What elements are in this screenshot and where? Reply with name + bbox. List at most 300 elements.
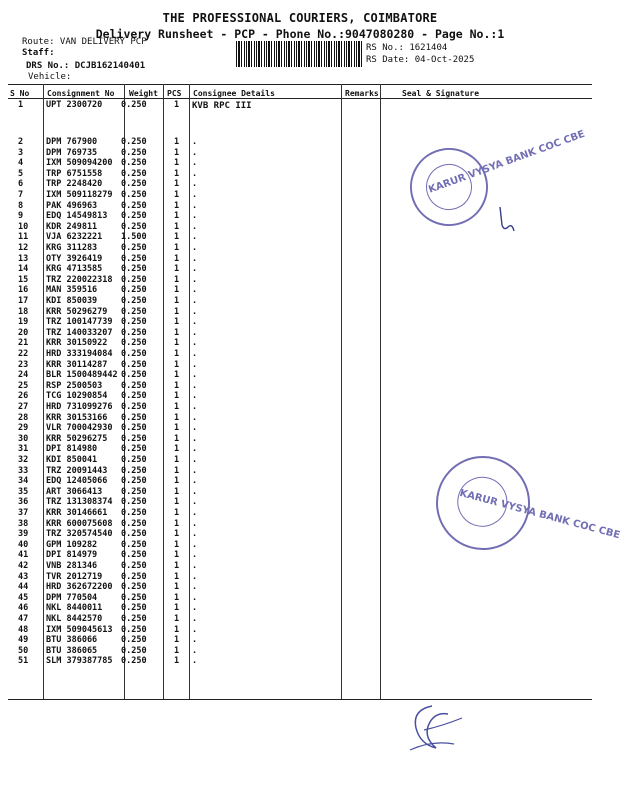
row-consignee-dot: . [192, 592, 198, 603]
row-weight: 0.250 [121, 243, 147, 253]
row-consignment: TVR 2012719 [46, 571, 103, 582]
row-weight: 0.250 [121, 624, 147, 635]
row-sno: 17 [18, 296, 29, 306]
row-consignment: IXM 509045613 [46, 624, 113, 635]
row-consignee-dot: . [192, 529, 198, 540]
row-consignment: VLR 700042930 [46, 423, 113, 434]
row-consignment: IXM 509094200 [46, 158, 113, 169]
row-consignee-dot: . [192, 179, 198, 190]
row-weight: 0.250 [121, 561, 147, 571]
row-pcs: 1 [174, 349, 180, 359]
row-pcs: 1 [174, 317, 180, 328]
row-weight: 0.250 [121, 476, 147, 487]
row-weight: 0.250 [121, 349, 147, 359]
row-consignment: KDR 249811 [46, 221, 98, 232]
row-consignee-dot: . [192, 370, 198, 381]
table-row [0, 275, 600, 286]
row-consignee-dot: . [192, 550, 198, 561]
row-weight: 0.250 [121, 465, 147, 476]
row-sno: 18 [18, 306, 29, 317]
row-pcs: 1 [174, 221, 180, 232]
row-consignee-dot: . [192, 423, 198, 434]
row-weight: 0.250 [121, 338, 147, 349]
row-consignment: TRP 6751558 [46, 168, 103, 179]
row-pcs: 1 [174, 518, 180, 529]
table-row [0, 582, 600, 593]
row-sno: 45 [18, 592, 29, 603]
row-sno: 16 [18, 285, 29, 296]
row-weight: 0.250 [121, 592, 147, 603]
row-weight: 0.250 [121, 317, 147, 328]
row-consignee-dot: . [192, 200, 198, 211]
row-consignment: KRR 30114287 [46, 359, 108, 370]
row-consignment: DPI 814979 [46, 550, 98, 561]
row-consignment: TRZ 100147739 [46, 317, 113, 328]
row-sno: 30 [18, 433, 29, 444]
row-sno: 32 [18, 455, 29, 465]
row-consignment: SLM 379387785 [46, 656, 113, 667]
row-weight: 0.250 [121, 158, 147, 169]
row-weight: 0.250 [121, 200, 147, 211]
row-consignee-dot: . [192, 624, 198, 635]
row-sno: 13 [18, 253, 29, 264]
row-consignment: NKL 8442570 [46, 614, 103, 624]
row-pcs: 1 [174, 550, 180, 561]
row-sno: 21 [18, 338, 29, 349]
row-pcs: 1 [174, 444, 180, 455]
table-row [0, 349, 600, 360]
row-consignee-dot: . [192, 645, 198, 656]
row-consignee-dot: . [192, 232, 198, 243]
signature-mark [496, 205, 518, 235]
runsheet-subtitle: Delivery Runsheet - PCP - Phone No.:9047080280 - Page No.:1 [95, 27, 505, 41]
table-row [0, 593, 600, 604]
row-consignee-dot: . [192, 444, 198, 455]
row-consignment: DPM 770504 [46, 592, 98, 603]
signature [402, 700, 472, 756]
row-sno: 42 [18, 561, 29, 571]
row-sno: 34 [18, 476, 29, 487]
row-consignee-dot: . [192, 571, 198, 582]
row-pcs: 1 [174, 433, 180, 444]
row-consignment: TRZ 131308374 [46, 497, 113, 508]
row-sno: 14 [18, 264, 29, 275]
row-consignment: DPM 767900 [46, 137, 98, 147]
table-row [0, 402, 600, 413]
row-consignee-dot: . [192, 317, 198, 328]
row-pcs: 1 [174, 100, 180, 110]
row-sno: 29 [18, 423, 29, 434]
row-sno: 1 [18, 100, 24, 110]
rs-number: RS No.: 1621404 [366, 43, 448, 53]
row-weight: 0.250 [121, 100, 147, 110]
row-sno: 51 [18, 656, 29, 667]
row-consignee-dot: . [192, 306, 198, 317]
row-weight: 0.250 [121, 306, 147, 317]
table-row [0, 423, 600, 434]
table-row [0, 328, 600, 339]
row-consignment: KRG 4713585 [46, 264, 103, 275]
row-sno: 8 [18, 200, 24, 211]
row-sno: 5 [18, 168, 24, 179]
row-consignee-dot: . [192, 561, 198, 571]
row-sno: 6 [18, 179, 24, 190]
table-row [0, 243, 600, 254]
drs-number: DRS No.: DCJB162140401 [26, 61, 146, 71]
row-sno: 47 [18, 614, 29, 624]
row-consignee-dot: . [192, 455, 198, 465]
table-row [0, 307, 600, 318]
row-consignment: DPI 814980 [46, 444, 98, 455]
row-weight: 0.250 [121, 402, 147, 412]
row-weight: 0.250 [121, 264, 147, 275]
table-row [0, 625, 600, 636]
row-consignee-dot: . [192, 168, 198, 179]
row-consignment: TRP 2248420 [46, 179, 103, 190]
table-row [0, 254, 600, 265]
row-weight: 0.250 [121, 253, 147, 264]
row-consignee-dot: . [192, 465, 198, 476]
col-consignment: Consignment No [47, 89, 115, 98]
row-sno: 10 [18, 221, 29, 232]
row-sno: 37 [18, 508, 29, 518]
col-weight: Weight [129, 89, 158, 98]
row-consignee-dot: . [192, 635, 198, 646]
row-consignment: VNB 281346 [46, 561, 98, 571]
table-row [0, 413, 600, 424]
row-consignee-dot: . [192, 137, 198, 147]
row-pcs: 1 [174, 179, 180, 190]
row-consignment: TRZ 220022318 [46, 274, 113, 285]
table-row [0, 391, 600, 402]
row-consignment: NKL 8440011 [46, 603, 103, 614]
row-consignee-dot: . [192, 264, 198, 275]
row-consignment: BTU 386065 [46, 645, 98, 656]
row-pcs: 1 [174, 529, 180, 540]
row-weight: 0.250 [121, 296, 147, 306]
row-weight: 0.250 [121, 190, 147, 200]
row-consignee-dot: . [192, 486, 198, 497]
row-consignee-dot: . [192, 211, 198, 222]
staff-label: Staff: [22, 48, 55, 58]
row-sno: 49 [18, 635, 29, 646]
table-row [0, 169, 600, 180]
row-sno: 15 [18, 274, 29, 285]
row-pcs: 1 [174, 455, 180, 465]
row-pcs: 1 [174, 561, 180, 571]
row-consignment: HRD 362672200 [46, 582, 113, 593]
row-weight: 0.250 [121, 518, 147, 529]
row-sno: 46 [18, 603, 29, 614]
row-weight: 0.250 [121, 645, 147, 656]
row-consignee-dot: . [192, 582, 198, 593]
rs-date: RS Date: 04-Oct-2025 [366, 55, 475, 65]
row-consignee-dot: . [192, 433, 198, 444]
row-weight: 0.250 [121, 147, 147, 158]
row-sno: 41 [18, 550, 29, 561]
row-weight: 0.250 [121, 497, 147, 508]
row-sno: 12 [18, 243, 29, 253]
row-consignee-dot: . [192, 380, 198, 391]
row-weight: 0.250 [121, 444, 147, 455]
row-sno: 43 [18, 571, 29, 582]
row-consignee-dot: . [192, 497, 198, 508]
row-pcs: 1 [174, 571, 180, 582]
row-weight: 0.250 [121, 327, 147, 338]
row-consignee-dot: . [192, 656, 198, 667]
row-weight: 0.250 [121, 380, 147, 391]
row-consignment: PAK 496963 [46, 200, 98, 211]
row-sno: 2 [18, 137, 24, 147]
row-weight: 0.250 [121, 370, 147, 381]
table-row [0, 100, 600, 111]
table-row [0, 614, 600, 625]
col-consignee: Consignee Details [193, 89, 275, 98]
row-consignment: BTU 386066 [46, 635, 98, 646]
row-consignee-dot: . [192, 518, 198, 529]
row-consignment: HRD 731099276 [46, 402, 113, 412]
table-row [0, 635, 600, 646]
row-sno: 48 [18, 624, 29, 635]
row-pcs: 1 [174, 614, 180, 624]
row-pcs: 1 [174, 359, 180, 370]
row-consignee-dot: . [192, 359, 198, 370]
table-row [0, 317, 600, 328]
row-pcs: 1 [174, 200, 180, 211]
row-weight: 0.250 [121, 221, 147, 232]
row-sno: 22 [18, 349, 29, 359]
table-row [0, 370, 600, 381]
row-weight: 0.250 [121, 529, 147, 540]
row-consignment: ART 3066413 [46, 486, 103, 497]
row-weight: 0.250 [121, 274, 147, 285]
table-row [0, 603, 600, 614]
row-weight: 0.250 [121, 539, 147, 550]
row-weight: 0.250 [121, 433, 147, 444]
row-consignment: GPM 109282 [46, 539, 98, 550]
row-consignee-dot: . [192, 253, 198, 264]
row-sno: 25 [18, 380, 29, 391]
row-sno: 20 [18, 327, 29, 338]
col-seal: Seal & Signature [402, 89, 480, 98]
row-consignment: KRR 30146661 [46, 508, 108, 518]
row-consignee-dot: . [192, 190, 198, 200]
col-remarks: Remarks [345, 89, 379, 98]
row-pcs: 1 [174, 656, 180, 667]
row-consignee-dot: . [192, 508, 198, 518]
row-pcs: 1 [174, 285, 180, 296]
row-consignee-dot: . [192, 603, 198, 614]
row-consignment: KRR 600075608 [46, 518, 113, 529]
row-consignment: RSP 2500503 [46, 380, 103, 391]
row-sno: 44 [18, 582, 29, 593]
row-consignment: MAN 359516 [46, 285, 98, 296]
row-consignee-dot: . [192, 412, 198, 423]
row-pcs: 1 [174, 380, 180, 391]
row-consignee-dot: . [192, 338, 198, 349]
table-row [0, 561, 600, 572]
row-consignment: KRR 50296275 [46, 433, 108, 444]
row-pcs: 1 [174, 423, 180, 434]
row-consignee-dot: . [192, 285, 198, 296]
row-pcs: 1 [174, 274, 180, 285]
row-consignee-dot: . [192, 243, 198, 253]
row-consignment: TRZ 140033207 [46, 327, 113, 338]
row-sno: 9 [18, 211, 24, 222]
table-row [0, 656, 600, 667]
row-pcs: 1 [174, 211, 180, 222]
row-pcs: 1 [174, 476, 180, 487]
table-bottom-rule [8, 699, 592, 700]
row-pcs: 1 [174, 370, 180, 381]
row-pcs: 1 [174, 296, 180, 306]
row-weight: 0.250 [121, 571, 147, 582]
stamp-text: KARUR VYSYA BANK COC CBE [427, 128, 587, 196]
table-row [0, 264, 600, 275]
row-sno: 7 [18, 190, 24, 200]
table-row [0, 434, 600, 445]
row-weight: 0.250 [121, 179, 147, 190]
row-consignment: KDI 850039 [46, 296, 98, 306]
row-weight: 0.250 [121, 359, 147, 370]
row-pcs: 1 [174, 635, 180, 646]
stamp-text: KARUR VYSYA BANK COC CBE [458, 487, 622, 542]
route-label: Route: VAN DELIVERY PCP [22, 37, 147, 47]
row-pcs: 1 [174, 624, 180, 635]
row-pcs: 1 [174, 497, 180, 508]
row-pcs: 1 [174, 486, 180, 497]
row-pcs: 1 [174, 645, 180, 656]
row-consignment: OTY 3926419 [46, 253, 103, 264]
row-sno: 33 [18, 465, 29, 476]
row-consignee-dot: . [192, 614, 198, 624]
row-consignment: TRZ 320574540 [46, 529, 113, 540]
row-weight: 0.250 [121, 412, 147, 423]
row-consignment: DPM 769735 [46, 147, 98, 158]
row-weight: 1.500 [121, 232, 147, 243]
row-pcs: 1 [174, 158, 180, 169]
barcode [236, 41, 362, 67]
table-row [0, 190, 600, 201]
row-consignment: BLR 1500489442 [46, 370, 118, 381]
row-pcs: 1 [174, 147, 180, 158]
row-consignee-dot: . [192, 402, 198, 412]
row-sno: 28 [18, 412, 29, 423]
row-consignee-dot: . [192, 158, 198, 169]
company-title: THE PROFESSIONAL COURIERS, COIMBATORE [162, 11, 438, 25]
row-sno: 19 [18, 317, 29, 328]
row-consignment: VJA 6232221 [46, 232, 103, 243]
row-weight: 0.250 [121, 285, 147, 296]
row-weight: 0.250 [121, 486, 147, 497]
row-consignee-dot: . [192, 274, 198, 285]
row-weight: 0.250 [121, 635, 147, 646]
table-row [0, 550, 600, 561]
table-row [0, 360, 600, 371]
row-pcs: 1 [174, 137, 180, 147]
row-pcs: 1 [174, 508, 180, 518]
row-pcs: 1 [174, 391, 180, 402]
row-consignee-dot: . [192, 147, 198, 158]
row-weight: 0.250 [121, 582, 147, 593]
row-consignment: KDI 850041 [46, 455, 98, 465]
table-row [0, 285, 600, 296]
header-bottom-rule [8, 98, 592, 99]
table-row [0, 381, 600, 392]
table-row [0, 296, 600, 307]
row-sno: 3 [18, 147, 24, 158]
row-pcs: 1 [174, 603, 180, 614]
row-sno: 4 [18, 158, 24, 169]
table-row [0, 646, 600, 657]
row-weight: 0.250 [121, 211, 147, 222]
row-sno: 23 [18, 359, 29, 370]
row-pcs: 1 [174, 465, 180, 476]
row-weight: 0.250 [121, 168, 147, 179]
row-weight: 0.250 [121, 455, 147, 465]
row-sno: 40 [18, 539, 29, 550]
row-pcs: 1 [174, 327, 180, 338]
row-sno: 39 [18, 529, 29, 540]
row-consignee-dot: . [192, 539, 198, 550]
row-consignment: TRZ 20091443 [46, 465, 108, 476]
row-weight: 0.250 [121, 614, 147, 624]
table-row [0, 179, 600, 190]
table-row [0, 572, 600, 583]
col-pcs: PCS [167, 89, 182, 98]
row-sno: 35 [18, 486, 29, 497]
row-pcs: 1 [174, 306, 180, 317]
row-weight: 0.250 [121, 137, 147, 147]
row-consignment: TCG 10290854 [46, 391, 108, 402]
row-consignment: IXM 509118279 [46, 190, 113, 200]
row-sno: 50 [18, 645, 29, 656]
row-pcs: 1 [174, 539, 180, 550]
row-sno: 24 [18, 370, 29, 381]
row-sno: 31 [18, 444, 29, 455]
row-pcs: 1 [174, 253, 180, 264]
row-consignee-dot: . [192, 391, 198, 402]
row-consignment: KRR 50296279 [46, 306, 108, 317]
row-sno: 27 [18, 402, 29, 412]
row-weight: 0.250 [121, 423, 147, 434]
table-row [0, 137, 600, 148]
row-weight: 0.250 [121, 656, 147, 667]
row-pcs: 1 [174, 338, 180, 349]
row-consignee-dot: . [192, 221, 198, 232]
row-sno: 36 [18, 497, 29, 508]
row-pcs: 1 [174, 168, 180, 179]
row-consignee-dot: . [192, 349, 198, 359]
row-pcs: 1 [174, 232, 180, 243]
row-pcs: 1 [174, 243, 180, 253]
col-sno: S No [10, 89, 30, 98]
table-row [0, 338, 600, 349]
row-consignment: KRR 30153166 [46, 412, 108, 423]
row-consignment: EDQ 14549813 [46, 211, 108, 222]
row-pcs: 1 [174, 264, 180, 275]
row-consignment: KRG 311283 [46, 243, 98, 253]
row-weight: 0.250 [121, 508, 147, 518]
row-weight: 0.250 [121, 603, 147, 614]
row-consignment: EDQ 12405066 [46, 476, 108, 487]
row-sno: 26 [18, 391, 29, 402]
row-consignment: KRR 30150922 [46, 338, 108, 349]
table-row [0, 444, 600, 455]
row-weight: 0.250 [121, 391, 147, 402]
row-weight: 0.250 [121, 550, 147, 561]
row-consignee-dot: . [192, 476, 198, 487]
